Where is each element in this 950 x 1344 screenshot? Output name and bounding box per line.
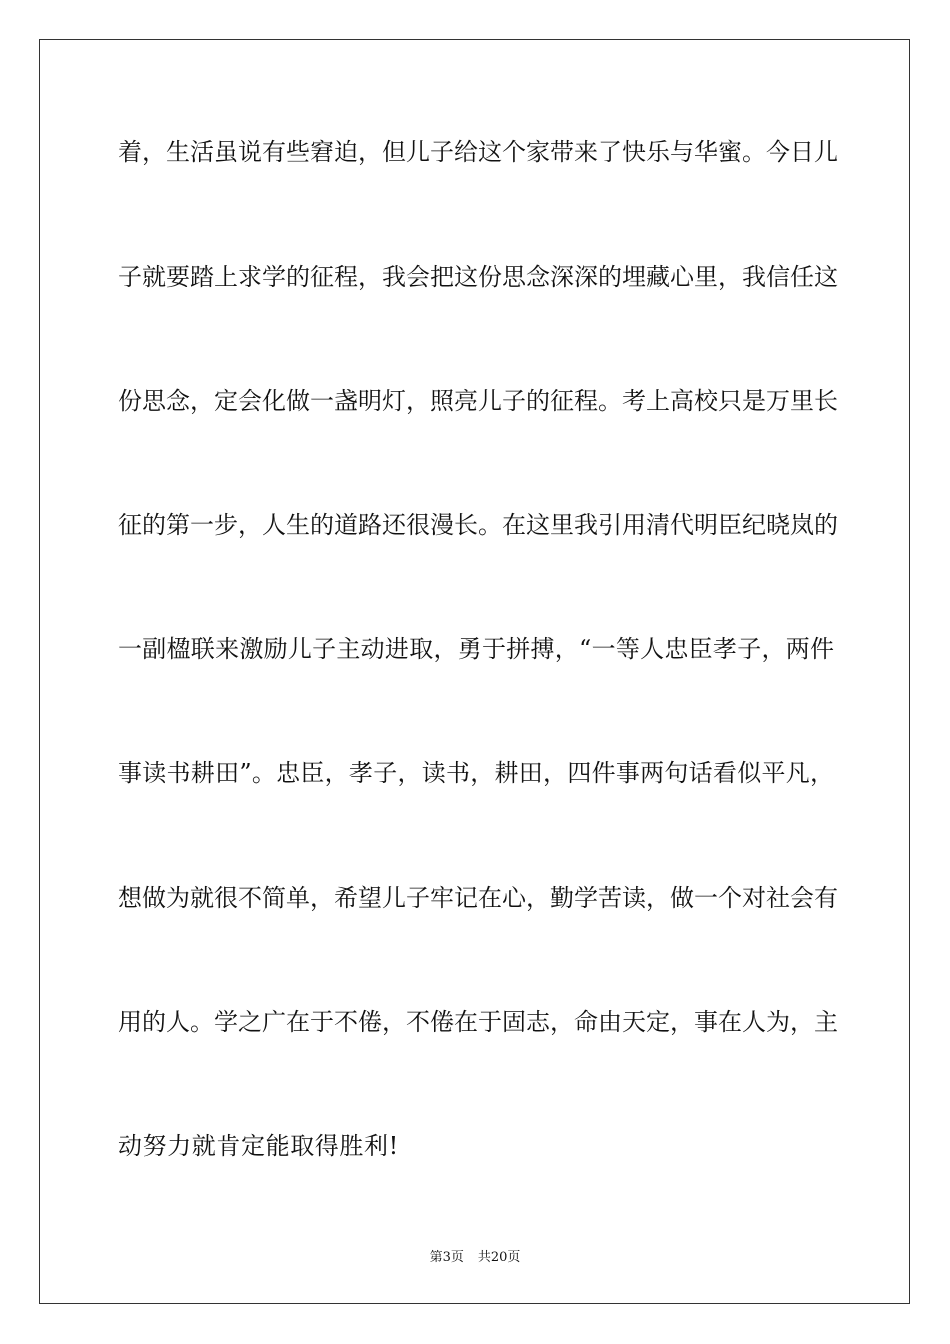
page-border — [39, 39, 910, 1304]
page-number: 第3页 — [429, 1250, 464, 1265]
body-text-line: 征的第一步，人生的道路还很漫长。在这里我引用清代明臣纪晓岚的 — [118, 511, 838, 539]
body-text-line: 着，生活虽说有些窘迫，但儿子给这个家带来了快乐与华蜜。今日儿 — [118, 138, 838, 166]
body-text-line: 动努力就肯定能取得胜利! — [118, 1132, 399, 1160]
body-text-line: 一副楹联来激励儿子主动进取，勇于拼搏，“一等人忠臣孝子，两件 — [118, 635, 834, 663]
body-text-line: 份思念，定会化做一盏明灯，照亮儿子的征程。考上高校只是万里长 — [118, 387, 838, 415]
body-text-line: 用的人。学之广在于不倦，不倦在于固志，命由天定，事在人为，主 — [118, 1008, 838, 1036]
body-text-line: 事读书耕田”。忠臣，孝子，读书，耕田，四件事两句话看似平凡， — [118, 759, 834, 787]
body-text-line: 子就要踏上求学的征程，我会把这份思念深深的埋藏心里，我信任这 — [118, 263, 838, 291]
body-text-line: 想做为就很不简单，希望儿子牢记在心，勤学苦读，做一个对社会有 — [118, 884, 838, 912]
page-footer — [0, 1249, 950, 1267]
page-total: 共20页 — [477, 1250, 521, 1265]
